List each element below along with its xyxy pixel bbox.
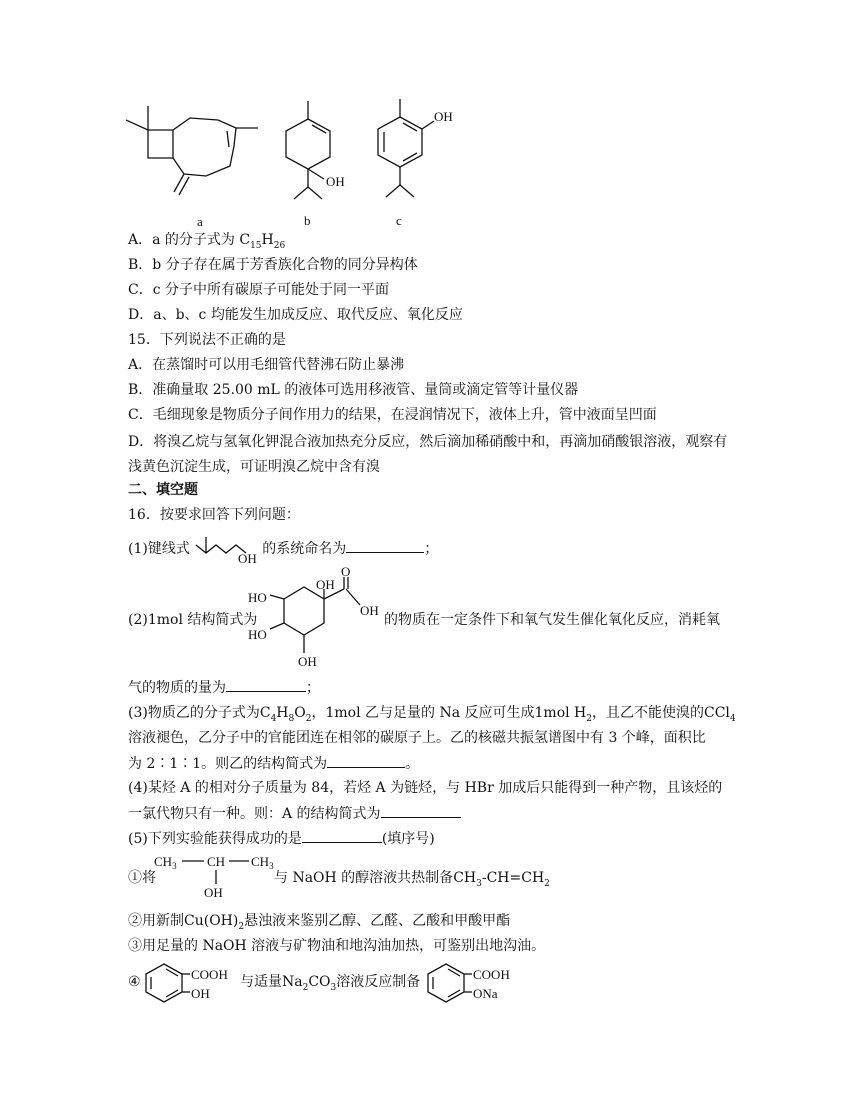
answer-blank-5[interactable] xyxy=(302,828,382,843)
structure-b xyxy=(272,95,362,230)
label-b-oh: OH xyxy=(326,174,345,189)
svg-text:COOH: COOH xyxy=(473,967,510,982)
skeletal-formula-1 xyxy=(194,535,262,563)
svg-text:CH3: $CH_3$ xyxy=(251,854,274,871)
item-2: ②用新制$Cu(OH)_2$悬浊液来鉴别乙醇、乙醛、乙酸和甲酸甲酯 xyxy=(128,913,511,932)
structure-c xyxy=(362,95,472,230)
q15-option-c: C．毛细现象是物质分子间作用力的结果，在浸润情况下，液体上升，管中液面呈凹面 xyxy=(128,407,657,423)
svg-text:OH: OH xyxy=(360,603,379,618)
section-title: 二、填空题 xyxy=(128,482,198,498)
q15-option-a: A．在蒸馏时可以用毛细管代替沸石防止暴沸 xyxy=(128,357,405,373)
q16-part2-pre: (2)1mol 结构简式为 xyxy=(128,612,258,628)
svg-text:O: O xyxy=(341,565,351,579)
q15-option-b: B．准确量取 25.00 mL 的液体可选用移液管、量筒或滴定管等计量仪器 xyxy=(128,382,579,398)
item-4-mid: 与适量$Na_2CO_3$溶液反应制备 xyxy=(240,974,421,993)
svg-text:OH: OH xyxy=(204,885,223,900)
svg-text:HO: HO xyxy=(248,627,267,642)
q15-option-d: D．将溴乙烷与氢氧化钾混合液加热充分反应，然后滴加稀硝酸中和，再滴加硝酸银溶液，观察有浅黄色沉淀生成，可证明溴乙烷中含有溴 xyxy=(128,434,728,475)
svg-text:OH: OH xyxy=(316,577,335,592)
structure-2-propanol xyxy=(152,850,276,902)
svg-text:OH: OH xyxy=(238,551,258,563)
q16-part3-line1: (3)物质乙的分子式为$C_4H_8O_2$，1mol 乙与足量的 Na 反应可生成1mol $H_2$，且乙不能使溴的CCl$_4$ xyxy=(128,705,736,724)
structure-quinic-acid xyxy=(246,565,386,673)
q16-part3-line3: 为 2∶1∶1。则乙的结构简式为 。 xyxy=(128,753,419,774)
structure-sodium-salicylate xyxy=(424,960,524,1004)
answer-blank-2[interactable] xyxy=(226,677,306,692)
answer-blank-4[interactable] xyxy=(381,803,461,818)
q16-part2-post: 的物质在一定条件下和氧气发生催化氧化反应，消耗氧 xyxy=(384,612,720,628)
label-b: b xyxy=(304,213,311,228)
q14-option-a: A．a 的分子式为 $C_{15}H_{26}$ xyxy=(128,232,286,251)
structure-a xyxy=(118,100,268,230)
q15-stem: 15．下列说法不正确的是 xyxy=(128,332,286,348)
q16-part4-line2: 一氯代物只有一种。则：A 的结构简式为 xyxy=(128,803,461,824)
q16-part2-line2: 气的物质的量为 ； xyxy=(128,677,320,698)
q16-part3-line2: 溶液褪色，乙分子中的官能团连在相邻的碳原子上。乙的核磁共振氢谱图中有 3 个峰，面积比 xyxy=(128,730,706,746)
item-1-post: 与 NaOH 的醇溶液共热制备$CH_3-CH=CH_2$ xyxy=(274,870,550,889)
label-c-oh: OH xyxy=(434,109,453,124)
svg-text:COOH: COOH xyxy=(191,967,228,982)
label-c: c xyxy=(396,213,402,228)
q14-option-d: D．a、b、c 均能发生加成反应、取代反应、氧化反应 xyxy=(128,307,463,323)
svg-text:OH: OH xyxy=(191,986,210,1001)
label-a: a xyxy=(197,214,203,229)
q16-part5: (5)下列实验能获得成功的是 (填序号) xyxy=(128,828,435,849)
q16-part4-line1: (4)某烃 A 的相对分子质量为 84，若烃 A 为链烃，与 HBr 加成后只能得到一种产物，且该烃的 xyxy=(128,780,723,796)
answer-blank-3[interactable] xyxy=(327,753,405,768)
svg-text:OH: OH xyxy=(298,654,317,669)
item-3: ③用足量的 NaOH 溶液与矿物油和地沟油加热，可鉴别出地沟油。 xyxy=(128,938,546,954)
q14-option-b: B．b 分子存在属于芳香族化合物的同分异构体 xyxy=(128,257,418,273)
item-1-pre: ①将 xyxy=(128,870,156,886)
svg-text:CH3: $CH_3$ xyxy=(154,854,177,871)
item-4-pre: ④ xyxy=(128,974,141,990)
svg-text:CH: CH xyxy=(207,854,226,869)
structure-salicylic-acid xyxy=(142,960,242,1004)
svg-text:HO: HO xyxy=(248,590,267,605)
svg-text:ONa: ONa xyxy=(473,986,498,1001)
answer-blank-1[interactable] xyxy=(346,538,424,553)
q16-part1: (1)键线式 OH 的系统命名为 ； xyxy=(128,535,438,565)
q16-stem: 16．按要求回答下列问题： xyxy=(128,507,300,523)
q14-option-c: C．c 分子中所有碳原子可能处于同一平面 xyxy=(128,282,390,298)
